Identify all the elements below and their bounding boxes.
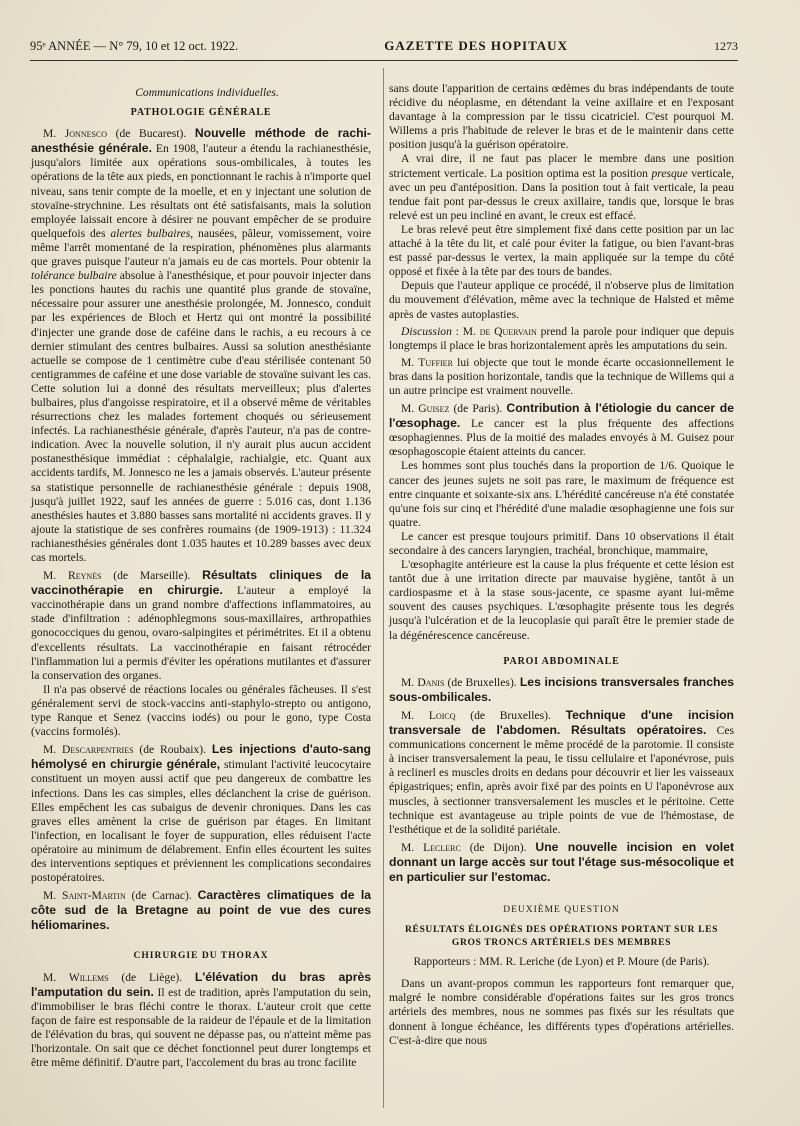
paragraph: L'œsophagite antérieure est la cause la plus fréquente et cette lésion est tantôt due à une irritation directe par mauvaise hygiène, tantôt à un cardiospasme et à la stase sous-jacente, ce spasme ayant lui-même souvent des causes psychiques. L'œsophagite présente tous les degrés jusqu'à l'ulcération et de la leucoplasie qui paraît être le premier stade de la dégénérescence cancéreuse. — [389, 558, 734, 642]
author-danis: M. Danis — [401, 675, 445, 689]
body-text: : M. — [451, 324, 480, 338]
title-reynes: Résultats cliniques de la vaccinothérapie en chirurgie. — [31, 568, 372, 598]
body-text: Ces communications concernent le même procédé de la parotomie. Il consiste à inciser transversalement la peau, le tissu cellulaire et l'aponévrose, puis à reclinerl es muscles droits en dedans pour découvrir et lier les vaisseaux épigastriques; enfin, après avoir fixé par des points en U l'aponévrose aux muscles, à sectionner transversalement les muscles et le péritoine. Cette technique est avantageuse au triple points de vue de l'hémostase, de l'esthétique et de la solidité pariétale. — [389, 724, 734, 836]
body-text: verticale, avec un peu d'antéposition. Dans la position tout à fait verticale, la peau tendue fait pont par-dessus le creux axillaire, tandis que, lorsque le bras relevé est un peu incliné en avant, le creux est effacé. — [389, 166, 735, 222]
heading-pathologie: PATHOLOGIE GÉNÉRALE — [130, 107, 272, 119]
title-jonnesco: Nouvelle méthode de rachi-anesthésie générale. — [31, 126, 371, 156]
author-loicq: M. Loicq — [401, 708, 456, 722]
author-saint-martin: M. Saint-Martin — [43, 889, 126, 903]
body-text: L'auteur a employé la vaccinothérapie dans un grand nombre d'affections inflammatoires, au stade d'infiltration : adénophlegmons sous-maxillaires, arthropathies gonococciques du genou, ovaro-salpingites et périmétrites. Et il a obtenu d'excellents résultats. La vaccinothérapie en faisant rétrocéder l'inflammation lui a permis d'éviter les opérations mutilantes et d'assurer la conservation des organes. — [31, 584, 371, 682]
rapporteurs: Rapporteurs : MM. R. Leriche (de Lyon) et P. Moure (de Paris). — [413, 955, 710, 969]
heading-paroi-abdominale: PAROI ABDOMINALE — [503, 655, 620, 667]
title-willems: L'élévation du bras après l'amputation du sein. — [31, 969, 371, 999]
body-text: Le cancer est la plus fréquente des affections œsophagiennes. Plus de la moitié des malades envoyés à M. Guisez pour œsophagoscopie étaient atteints du cancer. — [389, 417, 734, 459]
body-text: lui objecte que tout le monde écarte occasionnellement le bras dans la position horizontale, tandis que la technique de Willems qui a un autre principe est vraiment nouvelle. — [389, 355, 734, 397]
discussion-label: Discussion — [401, 324, 452, 338]
author-jonnesco: M. Jonnesco — [43, 127, 108, 141]
article-saint-martin — [31, 888, 371, 933]
title-loicq: Technique d'une incision transversale de l'abdomen. Résultats opératoires. — [389, 707, 734, 738]
author-reynes: M. Reynès — [43, 569, 102, 583]
affiliation: (de Carnac). — [125, 889, 198, 903]
affiliation: (de Paris). — [449, 402, 507, 416]
italic-term: alertes bulbaires — [110, 226, 191, 240]
article-leclerc — [389, 840, 734, 885]
heading-chirurgie-thorax: CHIRURGIE DU THORAX — [133, 951, 269, 962]
affiliation: (de Bruxelles). — [455, 708, 566, 722]
body-text: absolue à l'anesthésique, et pour pouvoir injecter dans les ponctions hautes du rachis une quantité plus grande de stovaïne, nécessaire pour assurer une anesthésie prolongée, M. Jonnesco, conduit par les expériences de Bloch et Hertz qui ont montré la possibilité d'injecter une grande dose de caféine dans le rachis, a eu recours à ce dernier stimulant des centres bulbaires. Aussi sa solution anesthésiante actuelle se compose de 1 centimètre cube d'eau stérilisée contenant 50 centigrammes de caféine et une dose variable de stovaïne suivant les cas. Cette solution lui a donné des résultats merveilleux; plus d'alertes bulbaires, plus d'angoisse respiratoire, et il a observé même de véritables résurrections chez les malades fortement choqués ou sérieusement infectés. La rachianesthésie générale, d'après l'auteur, n'a pas de contre-indication. Avec la nouvelle solution, il n'y aurait plus aucun accident postanesthésique immédiat : céphalalgie, rachialgie, etc. Quant aux accidents tardifs, M. Jonnesco ne les a jamais observés. L'auteur présente sa statistique personnelle de rachianesthésie générale : depuis 1908, jusqu'à juillet 1922, sauf les années de guerre : 5.016 cas, dont 1.136 anesthésies hautes et 3.880 basses sans mortalité ni accidents graves. Il y ajoute la statistique de ses confrères roumains (de 1909-1913) : 11.324 rachianesthésies générales dont 1.035 hautes et 10.289 basses avec deux cas mortels. — [31, 269, 371, 564]
column-divider — [383, 68, 384, 1108]
title-descarpentries: Les injections d'auto-sang hémolysé en chirurgie générale, — [31, 742, 372, 772]
heading-resultats: RÉSULTATS ÉLOIGNÉS DES OPÉRATIONS PORTANT SUR LES GROS TRONCS ARTÉRIELS DES MEMBRES — [404, 924, 719, 949]
affiliation: (de Dijon). — [460, 840, 536, 854]
author-descarpentries: M. Descarpentries — [43, 743, 134, 757]
paragraph: Le bras relevé peut être simplement fixé dans cette position par un lac attaché à la tête du lit, et calé pour éviter la fatigue, ou bien l'avant-bras est passé par-dessus le vertex, la main appliquée sur la tempe du côté opposé et fixée à la tête par des tours de bandes. — [389, 222, 734, 279]
title-guisez: Contribution à l'étiologie du cancer de l'œsophage. — [389, 401, 734, 431]
paragraph: Depuis que l'auteur applique ce procédé, il n'observe plus de limitation du mouvement d'élévation, même avec la technique de Halsted et même après de vastes autoplasties. — [389, 279, 734, 321]
article-jonnesco — [31, 126, 371, 565]
article-guisez — [389, 401, 734, 459]
page-header — [30, 38, 738, 58]
article-danis — [389, 675, 734, 705]
author-willems: M. Willems — [43, 970, 109, 984]
journal-title: GAZETTE DES HOPITAUX — [384, 38, 568, 53]
title-saint-martin: Caractères climatiques de la côte sud de la Bretagne au point de vue des cures héliomarines. — [31, 888, 371, 933]
body-text: En 1908, l'auteur a étendu la rachianesthésie, jusqu'alors limitée aux opérations sous-ombilicales, à toutes les opérations de la tête aux pieds, en ponctionnant le rachis à n'importe quel niveau, sans tenir compte de la moelle, et en y injectant une solution de stovaïne-strychnine. Les résultats ont été satisfaisants, mais la solution employée laissait encore à désirer ne pouvant empêcher de se produire quelquefois des — [31, 142, 371, 240]
author-guisez: M. Guisez — [401, 402, 450, 416]
article-loicq — [389, 708, 734, 837]
paragraph: Les hommes sont plus touchés dans la proportion de 1/6. Quoique le cancer des jeunes sujets ne soit pas rare, le maximum de fréquence est entre cinquante et soixante-six ans. L'hérédité cancéreuse n'a été constatée qu'une fois sur cinq et l'hérédité d'une maladie œsophagienne une fois sur quatre. — [389, 459, 734, 529]
article-reynes — [31, 568, 371, 683]
paragraph: Le cancer est presque toujours primitif. Dans 10 observations il était secondaire à des cancers laryngien, trachéal, bronchique, mammaire, — [389, 529, 734, 557]
article-willems — [31, 970, 371, 1071]
body-text: Il est de tradition, après l'amputation du sein, d'immobiliser le bras fléchi contre le thorax. L'auteur croit que cette façon de faire est responsable de la raideur de l'épaule et de la limitation de l'élévation du bras, qui souvent ne dépasse pas, ou n'atteint même pas l'horizontale. On sait que ce déchet fonctionnel peut durer longtemps et être même définitif. D'autre part, l'accolement du bras au tronc facilite — [31, 985, 371, 1070]
left-column — [31, 86, 371, 1070]
title-leclerc: Une nouvelle incision en volet donnant un large accès sur tout l'étage sus-mésocolique et en particulier sur l'estomac. — [389, 839, 734, 884]
affiliation: (de Marseille). — [101, 569, 203, 583]
affiliation: (de Liège). — [108, 970, 195, 984]
section-intro: Communications individuelles. — [135, 86, 279, 99]
title-danis: Les incisions transversales franches sous-ombilicales. — [389, 674, 734, 704]
affiliation: (de Roubaix). — [133, 743, 212, 757]
header-rule — [30, 60, 738, 61]
affiliation: (de Bucarest). — [107, 127, 195, 141]
paragraph — [389, 356, 734, 398]
affiliation: (de Bruxelles). — [444, 675, 520, 689]
body-text: , nausées, pâleur, vomissement, voire même l'arrêt momentané de la respiration, phénomènes plus alarmants que graves puisque l'auteur n'a jamais eu de cas mortels. Pour obtenir la — [31, 226, 372, 269]
body-text: stimulant l'activité leucocytaire constituent un moyen aussi actif que peu dangereux de combattre les infections. Dans les cas simples, elles déclanchent la crise de guérison. Elles empêchent les cas subaigus de devenir chroniques. Dans les cas graves elles amènent la crise de guérison par étages. En limitant l'infection, en localisant le foyer de suppuration, elles réduisent l'acte opératoire au minimum de délabrement. Enfin elles écourtent les suites des interventions septiques et préviennent les complications secondaires postopératoires. — [31, 758, 371, 885]
italic-term: presque — [651, 166, 688, 180]
italic-term: tolérance bulbaire — [31, 269, 117, 283]
heading-deuxieme-question: DEUXIÈME QUESTION — [503, 905, 620, 916]
author-leclerc: M. Leclerc — [401, 840, 461, 854]
paragraph — [389, 152, 734, 222]
author-de-quervain: de Quervain — [479, 324, 537, 338]
article-descarpentries — [31, 742, 371, 885]
discussion — [389, 325, 734, 353]
paragraph: Il n'a pas observé de réactions locales ou générales fâcheuses. Il s'est généralement servi de stock-vaccins anti-staphylo-strepto ou antigono, type Ranque et Senez (vaccins iodés) ou pour le gono, type Costa (vaccins formolés). — [31, 682, 371, 739]
paragraph: Dans un avant-propos commun les rapporteurs font remarquer que, malgré le nombre considérable d'opérations faites sur les gros troncs artériels des membres, nous ne sommes pas fixés sur les résultats que donnent à longue échéance, les différents types d'opérations artérielles. C'est-à-dire que nous — [389, 977, 734, 1047]
author-tuffier: M. Tuffier — [401, 355, 453, 369]
paragraph: sans doute l'apparition de certains œdèmes du bras indépendants de toute récidive du néoplasme, en détendant la veine axillaire et en l'exposant davantage à la compression par le tissu cicatriciel. C'est pourquoi M. Willems a pris l'habitude de relever le bras et de le maintenir dans cette position jusqu'à la guérison opératoire. — [389, 82, 734, 152]
body-text: prend la parole pour indiquer que depuis longtemps il place le bras horizontalement après les amputations du sein. — [389, 324, 734, 352]
body-text: A vrai dire, il ne faut pas placer le membre dans une position strictement verticale. La position optima est la position — [389, 152, 734, 180]
issue-info: 95ᵉ ANNÉE — N° 79, 10 et 12 oct. 1922. — [30, 39, 239, 53]
page-number: 1273 — [714, 39, 738, 53]
right-column — [389, 82, 734, 1048]
